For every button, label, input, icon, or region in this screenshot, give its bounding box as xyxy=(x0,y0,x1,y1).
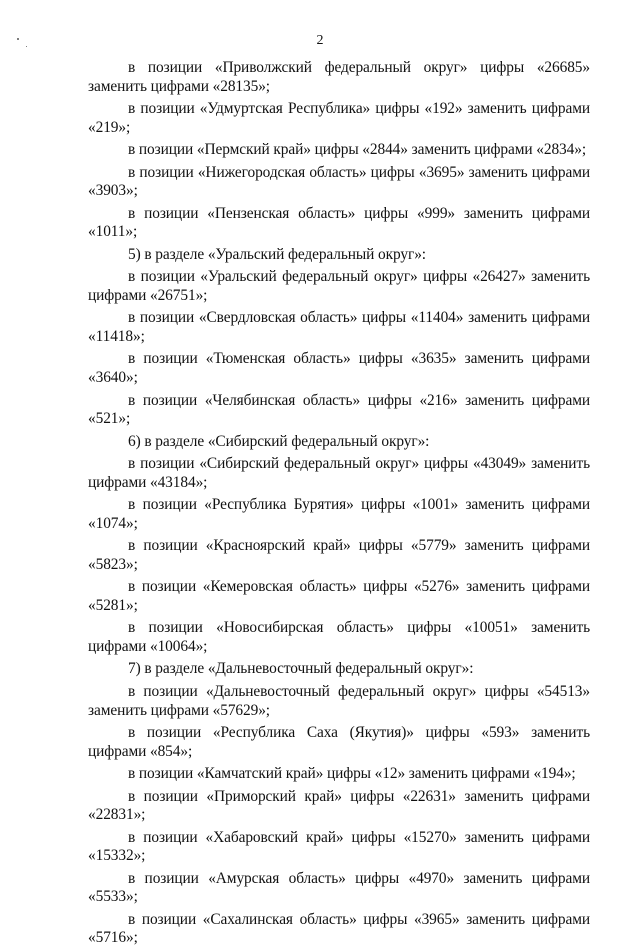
paragraph: в позиции «Дальневосточный федеральный округ» цифры «54513» заменить цифрами «57629»; xyxy=(88,682,590,719)
paragraph: в позиции «Нижегородская область» цифры «3695» заменить цифрами «3903»; xyxy=(88,163,590,200)
paragraph: в позиции «Челябинская область» цифры «216» заменить цифрами «521»; xyxy=(88,391,590,428)
paragraph: в позиции «Приволжский федеральный округ» цифры «26685» заменить цифрами «28135»; xyxy=(88,59,590,95)
paragraph: в позиции «Камчатский край» цифры «12» заменить цифрами «194»; xyxy=(128,765,576,783)
paragraph: в позиции «Пермский край» цифры «2844» заменить цифрами «2834»; xyxy=(128,141,587,159)
paragraph: 5) в разделе «Уральский федеральный округ»: xyxy=(128,245,426,263)
paragraph: в позиции «Хабаровский край» цифры «15270» заменить цифрами «15332»; xyxy=(88,828,590,865)
paragraph: в позиции «Сибирский федеральный округ» цифры «43049» заменить цифрами «43184»; xyxy=(88,455,590,491)
paragraph: в позиции «Тюменская область» цифры «3635» заменить цифрами «3640»; xyxy=(88,350,590,387)
paragraph: в позиции «Республика Бурятия» цифры «1001» заменить цифрами «1074»; xyxy=(88,496,590,532)
paragraph: в позиции «Уральский федеральный округ» цифры «26427» заменить цифрами «26751»; xyxy=(88,268,590,304)
scan-speck xyxy=(17,38,19,40)
paragraph: в позиции «Кемеровская область» цифры «5276» заменить цифрами «5281»; xyxy=(88,578,590,614)
paragraph: в позиции «Республика Саха (Якутия)» цифры «593» заменить цифрами «854»; xyxy=(88,724,590,760)
paragraph: в позиции «Сахалинская область» цифры «3965» заменить цифрами «5716»; xyxy=(88,910,590,947)
paragraph: в позиции «Красноярский край» цифры «5779» заменить цифрами «5823»; xyxy=(88,537,590,573)
paragraph: 6) в разделе «Сибирский федеральный округ»: xyxy=(128,432,430,450)
scan-speck xyxy=(26,46,27,47)
paragraph: в позиции «Новосибирская область» цифры «10051» заменить цифрами «10064»; xyxy=(88,619,590,655)
document-body xyxy=(88,59,590,952)
paragraph: в позиции «Свердловская область» цифры «11404» заменить цифрами «11418»; xyxy=(88,309,590,345)
paragraph: 7) в разделе «Дальневосточный федеральный округ»: xyxy=(128,660,474,678)
paragraph: в позиции «Пензенская область» цифры «999» заменить цифрами «1011»; xyxy=(88,204,590,241)
paragraph: в позиции «Удмуртская Республика» цифры «192» заменить цифрами «219»; xyxy=(88,100,590,136)
paragraph: в позиции «Амурская область» цифры «4970» заменить цифрами «5533»; xyxy=(88,869,590,906)
paragraph: в позиции «Приморский край» цифры «22631» заменить цифрами «22831»; xyxy=(88,787,590,824)
page-number: 2 xyxy=(316,33,324,48)
